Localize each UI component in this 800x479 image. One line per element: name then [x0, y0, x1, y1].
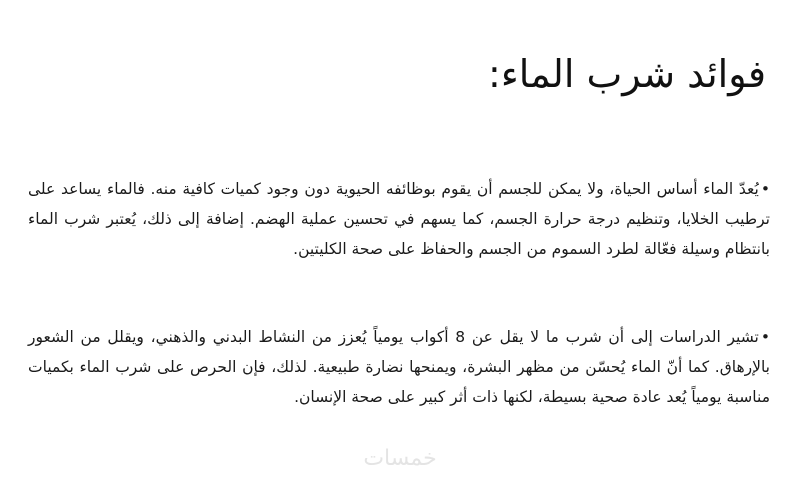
paragraph-text: يُعدّ الماء أساس الحياة، ولا يمكن للجسم أن يقوم بوظائفه الحيوية دون وجود كميات كافية منه. فالماء يساعد على ترطيب الخلايا، وتنظيم درجة حرارة الجسم، كما يسهم في تحسين عملية الهضم. إضافة إلى ذلك، يُعتبر شرب الماء بانتظام وسيلة فعّالة لطرد السموم من الجسم والحفاظ على صحة الكليتين. [28, 180, 770, 258]
slide-title: فوائد شرب الماء: [488, 52, 766, 96]
bullet-marker: • [760, 180, 770, 198]
paragraph-benefits-2 [28, 322, 770, 412]
paragraph-benefits-1 [28, 174, 770, 264]
paragraph-text: تشير الدراسات إلى أن شرب ما لا يقل عن 8 أكواب يومياً يُعزز من النشاط البدني والذهني، ويقلل من الشعور بالإرهاق. كما أنّ الماء يُحسّن من مظهر البشرة، ويمنحها نضارة طبيعية. لذلك، فإن الحرص على شرب الماء بكميات مناسبة يومياً يُعد عادة صحية بسيطة، لكنها ذات أثر كبير على صحة الإنسان. [28, 328, 770, 406]
bullet-marker: • [760, 328, 771, 346]
watermark-logo: خمسات [363, 446, 437, 471]
